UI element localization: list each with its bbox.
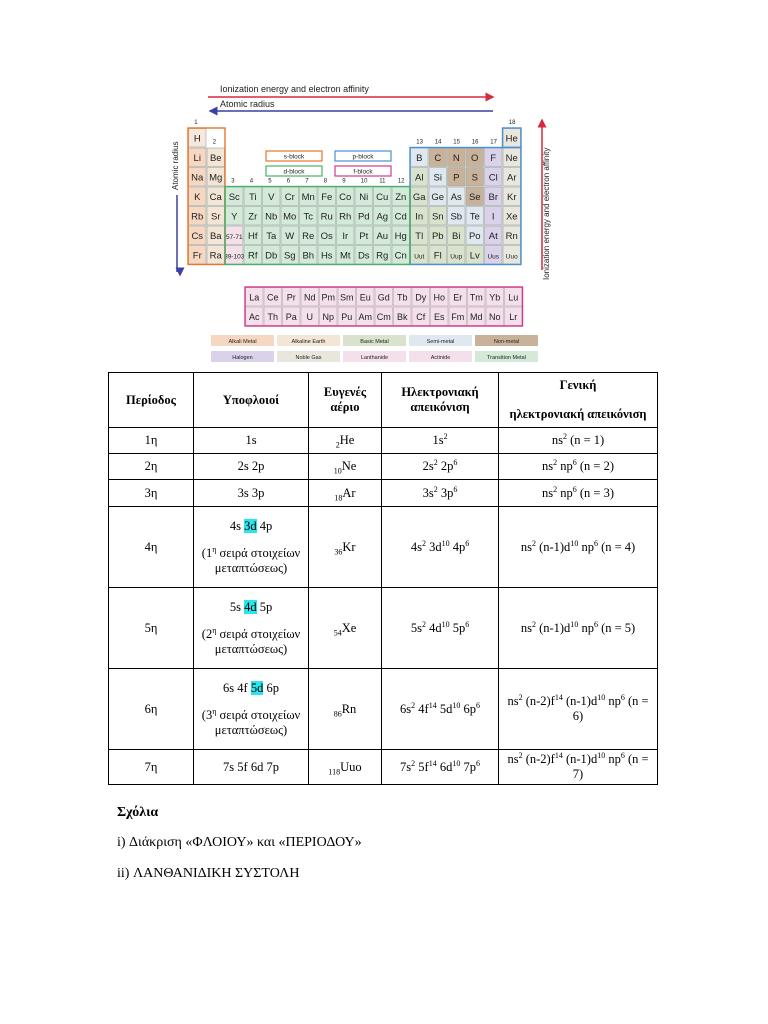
cell-subshells [194,480,309,507]
cell-subshells [194,507,309,588]
group-number: 12 [397,178,405,185]
subshell-list: 7s 5f 6d 7p [223,759,279,774]
highlighted-subshell: 3d [244,518,257,533]
element-symbol: Uus [487,253,500,261]
element-symbol: P [453,172,460,184]
cell-general-config: $ns^2$ $(n-2)f^{14}$ $(n-1)d^{10}$ $np^6$ (n = 6) [499,669,658,750]
f-element-symbol: Ce [266,292,279,303]
element-symbol: Y [231,211,238,223]
element-symbol: Cl [488,172,498,184]
cell-general-config: $ns^2$ $(n-1)d^{10}$ $np^6$ (n = 5) [499,588,658,669]
element-symbol: As [450,191,462,203]
header-general [499,373,658,428]
element-symbol: Ir [342,230,349,242]
highlighted-subshell: 4d [244,599,257,614]
f-element-symbol: Pu [341,311,353,322]
table-row [109,480,658,507]
block-key-label: p-block [352,153,374,161]
element-symbol: Cu [376,191,389,203]
element-symbol: Zr [248,211,258,223]
table-row [109,669,658,750]
element-symbol: Li [193,152,201,164]
group-number: 15 [453,139,460,146]
cell-noble-gas: $_{54}$Xe [309,588,382,669]
cell-noble-gas: $_{18}$Ar [309,480,382,507]
element-symbol: Ga [412,191,426,203]
f-element-symbol: Eu [359,292,371,303]
f-element-symbol: Bk [396,311,408,322]
note-item-1: i) Διάκριση «ΦΛΟΙΟΥ» και «ΠΕΡΙΟΔΟΥ» [117,835,362,850]
right-ionization-label: Ionization energy and electron affinity [542,147,551,280]
element-symbol: Bi [452,230,461,242]
subshell-list: 5s 4d 5p [229,599,273,614]
header-general-line2: ηλεκτρονιακή απεικόνιση [509,407,647,421]
cell-subshells [194,669,309,750]
element-symbol: Sb [450,211,463,223]
table-row [109,750,658,785]
cell-config: $3s^2$ $3p^6$ [382,480,499,507]
f-element-symbol: Pa [285,311,297,322]
element-symbol: V [268,191,275,203]
header-config: Ηλεκτρονιακή απεικόνιση [382,373,499,428]
group-number: 16 [471,139,479,146]
table-row [109,588,658,669]
f-element-symbol: Cf [416,311,426,322]
cell-period: 6η [109,669,194,750]
f-element-symbol: Lr [509,311,518,322]
cell-period: 4η [109,507,194,588]
f-element-symbol: Am [358,311,372,322]
table-row [109,507,658,588]
f-element-symbol: Dy [415,292,427,303]
f-element-symbol: Nd [303,292,316,303]
element-symbol: S [471,172,478,184]
f-element-symbol: Pm [321,292,335,303]
f-element-symbol: Fm [451,311,465,322]
element-symbol: Ca [209,191,222,203]
cell-period: 3η [109,480,194,507]
element-symbol: Hf [248,230,258,242]
element-symbol: 89-103 [224,253,245,261]
element-symbol: Kr [507,191,517,203]
f-element-symbol: Md [469,311,483,322]
f-element-symbol: No [488,311,501,322]
group-number: 2 [212,139,217,146]
element-symbol: Cd [394,211,407,223]
element-symbol: Sn [431,211,444,223]
table-header-row [109,373,658,428]
element-symbol: Si [433,172,442,184]
note-item-2: ii) ΛΑΝΘΑΝΙΔΙΚΗ ΣΥΣΤΟΛΗ [117,866,300,881]
element-symbol: C [434,152,442,164]
legend-label: Noble Gas [295,355,322,361]
f-element-symbol: Es [433,311,445,322]
element-symbol: Nb [265,211,278,223]
group-number: 18 [508,120,516,126]
element-symbol: Mg [209,172,223,184]
f-element-symbol: Yb [489,292,501,303]
element-symbol: Db [265,250,278,262]
group-number: 17 [490,139,497,146]
element-symbol: Sc [228,191,240,203]
element-symbol: Tc [303,211,313,223]
highlighted-subshell: 5d [250,680,264,695]
element-symbol: Re [302,230,315,242]
element-symbol: Ru [320,211,333,223]
element-symbol: Tl [415,230,424,242]
group-number: 1 [194,120,198,126]
f-element-symbol: Er [453,292,463,303]
element-symbol: He [505,133,518,145]
element-symbol: Be [209,152,222,164]
cell-period: 1η [109,428,194,454]
element-symbol: Br [488,191,498,203]
group-number: 6 [286,178,291,185]
notes-title: Σχόλια [117,805,159,820]
element-symbol: Na [191,172,204,184]
cell-subshells [194,750,309,785]
f-element-symbol: Np [322,311,335,322]
element-symbol: Ti [248,191,257,203]
subshell-list: 3s 3p [237,485,265,500]
cell-config: $4s^2$ $3d^{10}$ $4p^6$ [382,507,499,588]
subshell-note: ($1^\eta$ σειρά στοιχείων μεταπτώσεως) [201,544,301,575]
cell-config: $1s^2$ [382,428,499,454]
group-number: 13 [416,139,423,146]
legend-label: Alkali Metal [228,339,257,345]
header-general-line1: Γενική [559,378,597,392]
element-symbol: Te [469,211,480,223]
element-symbol: K [194,191,201,203]
cell-subshells [194,454,309,480]
group-number: 14 [434,139,442,146]
element-symbol: Co [339,191,352,203]
element-symbol: Rf [248,250,258,262]
subshell-list: 4s 3d 4p [229,518,273,533]
element-symbol: Hs [320,250,333,262]
element-symbol: Ra [209,250,222,262]
element-symbol: Mt [339,250,351,262]
element-symbol: Uut [414,253,425,261]
element-symbol: Rn [505,230,518,242]
element-symbol: Rb [191,211,204,223]
f-element-symbol: La [249,292,260,303]
legend-label: Basic Metal [360,339,389,345]
element-symbol: Fe [321,191,333,203]
element-symbol: Lv [469,250,480,262]
element-symbol: Rg [376,250,389,262]
element-symbol: Mo [283,211,297,223]
ionization-arrow-label: Ionization energy and electron affinity [220,84,369,94]
element-symbol: Ta [266,230,277,242]
element-symbol: I [491,211,495,223]
electron-config-table [108,372,658,785]
element-symbol: Ge [431,191,445,203]
cell-period: 5η [109,588,194,669]
cell-noble-gas: $_{86}$Rn [309,669,382,750]
element-symbol: Mn [301,191,315,203]
cell-config: $7s^2$ $5f^{14}$ $6d^{10}$ $7p^6$ [382,750,499,785]
legend-label: Halogen [232,355,253,361]
element-symbol: Fr [192,250,202,262]
cell-subshells [194,428,309,454]
block-key-label: d-block [283,168,305,176]
element-symbol: N [452,152,460,164]
f-element-symbol: Ac [248,311,260,322]
element-symbol: 57-71 [225,233,243,241]
element-symbol: Hg [394,230,407,242]
element-symbol: Au [376,230,389,242]
legend-label: Transition Metal [487,355,526,361]
element-symbol: Uup [450,253,463,261]
subshell-note: ($3^\eta$ σειρά στοιχείων μεταπτώσεως) [201,706,301,737]
subshell-list: 6s 4f 5d 6p [223,680,279,695]
cell-general-config: $ns^2$ $np^6$ (n = 3) [499,480,658,507]
group-number: 4 [249,178,254,185]
element-symbol: Ne [505,152,518,164]
element-symbol: Al [415,172,424,184]
group-number: 8 [323,178,328,185]
f-element-symbol: Pr [286,292,296,303]
block-key-label: s-block [283,153,305,161]
element-symbol: Pd [357,211,370,223]
cell-general-config: $ns^2$ $(n-2)f^{14}$ $(n-1)d^{10}$ $np^6$ (n = 7) [499,750,658,785]
subshell-list: 1s [245,433,257,447]
element-symbol: Zn [395,191,407,203]
element-symbol: Cr [284,191,295,203]
cell-noble-gas: $_{118}$Uuo [309,750,382,785]
group-number: 7 [305,178,309,185]
cell-period: 7η [109,750,194,785]
element-symbol: Pt [359,230,369,242]
cell-noble-gas: $_{10}$Ne [309,454,382,480]
f-element-symbol: Th [267,311,279,322]
cell-noble-gas: $_{36}$Kr [309,507,382,588]
block-key-label: f-block [353,168,373,176]
element-symbol: Sg [283,250,296,262]
group-number: 11 [379,178,386,185]
element-symbol: In [415,211,424,223]
cell-general-config: $ns^2$ (n = 1) [499,428,658,454]
element-symbol: Os [320,230,333,242]
cell-config: $6s^2$ $4f^{14}$ $5d^{10}$ $6p^6$ [382,669,499,750]
f-element-symbol: Gd [377,292,390,303]
atomic-radius-arrow-label: Atomic radius [220,99,275,109]
periodic-table-figure [168,80,551,365]
f-element-symbol: Cm [376,311,391,322]
element-symbol: Uuo [505,253,518,261]
left-radius-label: Atomic radius [171,141,180,190]
legend-label: Lanthanide [360,355,389,361]
element-symbol: Xe [505,211,518,223]
legend-label: Actinide [430,355,451,361]
f-element-symbol: U [306,311,313,322]
cell-config: $5s^2$ $4d^{10}$ $5p^6$ [382,588,499,669]
group-number: 10 [360,178,368,185]
element-symbol: Ds [357,250,370,262]
element-symbol: Po [468,230,481,242]
header-subshells: Υποφλοιοί [194,373,309,428]
cell-config: $2s^2$ $2p^6$ [382,454,499,480]
cell-subshells [194,588,309,669]
header-period: Περίοδος [109,373,194,428]
f-element-symbol: Ho [433,292,446,303]
element-symbol: F [490,152,497,164]
group-number: 3 [231,178,235,185]
element-symbol: O [471,152,479,164]
table-row [109,428,658,454]
cell-general-config: $ns^2$ $(n-1)d^{10}$ $np^6$ (n = 4) [499,507,658,588]
element-symbol: Cn [394,250,407,262]
f-element-symbol: Lu [508,292,519,303]
group-number: 9 [342,178,346,185]
element-symbol: Cs [191,230,204,242]
cell-general-config: $ns^2$ $np^6$ (n = 2) [499,454,658,480]
element-symbol: Ar [507,172,517,184]
element-symbol: Sr [211,211,221,223]
element-symbol: B [416,152,423,164]
subshell-note: ($2^\eta$ σειρά στοιχείων μεταπτώσεως) [201,625,301,656]
element-symbol: Ag [376,211,389,223]
f-element-symbol: Tb [396,292,408,303]
table-row [109,454,658,480]
group-number: 5 [268,178,272,185]
f-element-symbol: Tm [469,292,483,303]
header-noble-gas: Ευγενές αέριο [309,373,382,428]
subshell-list: 2s 2p [237,459,265,473]
periodic-table-svg [168,80,551,365]
legend-label: Alkaline Earth [291,339,326,345]
element-symbol: At [488,230,498,242]
element-symbol: Ba [209,230,222,242]
element-symbol: Rh [339,211,352,223]
cell-period: 2η [109,454,194,480]
legend-label: Non-metal [493,339,520,345]
notes-section [117,805,362,897]
element-symbol: Se [468,191,481,203]
element-symbol: H [193,133,201,145]
element-symbol: Ni [359,191,369,203]
element-symbol: Fl [433,250,442,262]
cell-noble-gas: $_2$He [309,428,382,454]
element-symbol: W [285,230,295,242]
element-symbol: Bh [302,250,315,262]
element-symbol: Pb [431,230,444,242]
f-element-symbol: Sm [340,292,354,303]
legend-label: Semi-metal [426,339,455,345]
